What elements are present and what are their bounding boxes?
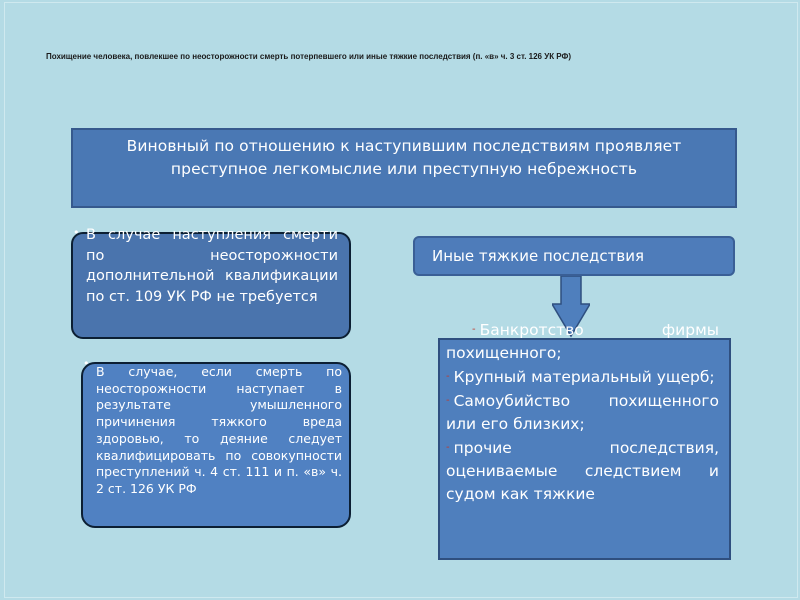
list-item: - прочие последствия, оцениваемые следствием и судом как тяжкие xyxy=(446,439,719,503)
dash-bullet-icon: - xyxy=(446,395,450,406)
slide-title: Похищение человека, повлекшее по неосторожности смерть потерпевшего или иные тяжкие последствия (п. «в» ч. 3 ст. 126 УК РФ) xyxy=(46,52,572,61)
main-statement-box xyxy=(71,128,737,208)
list-item: - Самоубийство похищенного или его близких; xyxy=(446,392,719,433)
other-consequences-header xyxy=(413,236,735,276)
death-qualification-box xyxy=(71,227,351,339)
bullet-marker-icon: • xyxy=(73,226,80,239)
dash-bullet-icon: - xyxy=(472,324,476,335)
consequences-list xyxy=(446,318,719,506)
list-item: - Крупный материальный ущерб; xyxy=(446,368,715,386)
cumulative-crimes-box xyxy=(81,362,351,528)
dash-bullet-icon: - xyxy=(446,371,450,382)
other-consequences-label: Иные тяжкие последствия xyxy=(432,247,644,265)
bullet-marker-icon: • xyxy=(83,357,90,370)
list-item: - Банкротство фирмы похищенного; xyxy=(446,321,719,362)
cumulative-crimes-text: В случае, если смерть по неосторожности наступает в результате умышленного причинения тяжкого вреда здоровью, то деяние следует квалифицировать по совокупности преступлений ч. 4 ст. 111 и п. «в» ч. 2 ст. 126 УК РФ xyxy=(96,364,342,496)
dash-bullet-icon: - xyxy=(446,442,450,453)
main-statement-text: Виновный по отношению к наступившим последствиям проявляет преступное легкомыслие или преступную небрежность xyxy=(126,137,682,178)
death-qualification-text: В случае наступления смерти по неосторожности дополнительной квалификации по ст. 109 УК РФ не требуется xyxy=(86,227,338,305)
